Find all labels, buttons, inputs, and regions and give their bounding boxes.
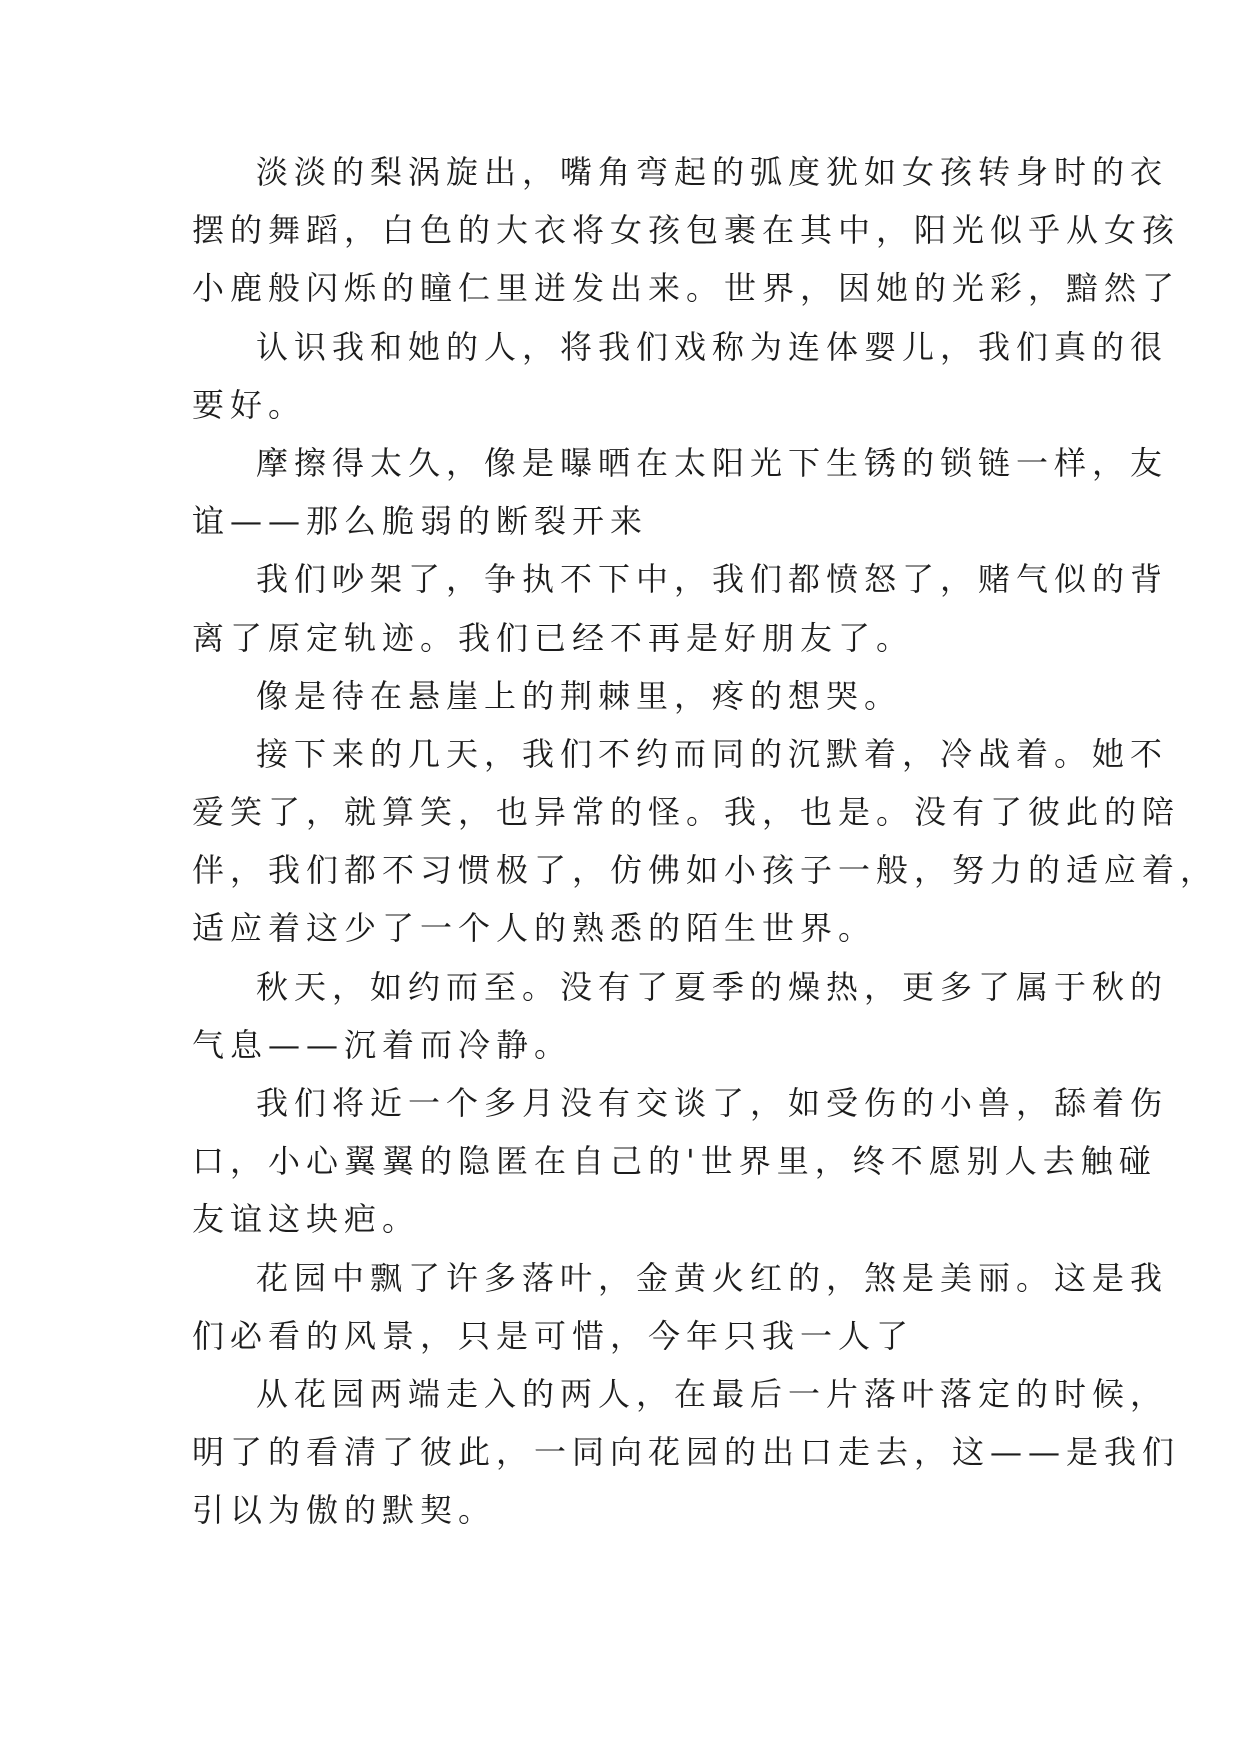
text-line: 从花园两端走入的两人，在最后一片落叶落定的时候， (256, 1374, 1169, 1413)
text-line: 谊——那么脆弱的断裂开来 (192, 502, 649, 541)
text-line: 离了原定轨迹。我们已经不再是好朋友了。 (192, 618, 915, 657)
text-line: 明了的看清了彼此，一同向花园的出口走去，这——是我们 (192, 1433, 1181, 1472)
text-line: 接下来的几天，我们不约而同的沉默着，冷战着。她不 (256, 734, 1169, 773)
text-line: 气息——沉着而冷静。 (192, 1025, 573, 1064)
text-line: 友谊这块疤。 (192, 1200, 421, 1239)
text-line: 要好。 (192, 385, 307, 424)
document-body (192, 143, 1219, 1540)
text-line: 爱笑了，就算笑，也异常的怪。我，也是。没有了彼此的陪 (192, 793, 1181, 832)
text-line: 认识我和她的人，将我们戏称为连体婴儿，我们真的很 (256, 327, 1169, 366)
text-line: 花园中飘了许多落叶，金黄火红的，煞是美丽。这是我 (256, 1258, 1169, 1297)
text-line: 我们将近一个多月没有交谈了，如受伤的小兽，舔着伤 (256, 1084, 1169, 1122)
text-line: 引以为傲的默契。 (192, 1491, 497, 1530)
text-line: 们必看的风景，只是可惜，今年只我一人了 (192, 1316, 915, 1355)
text-line: 淡淡的梨涡旋出，嘴角弯起的弧度犹如女孩转身时的衣 (256, 153, 1169, 191)
text-line: 我们吵架了，争执不下中，我们都愤怒了，赌气似的背 (256, 560, 1169, 599)
text-line: 秋天，如约而至。没有了夏季的燥热，更多了属于秋的 (256, 967, 1169, 1006)
text-line: 摆的舞蹈，白色的大衣将女孩包裹在其中，阳光似乎从女孩 (192, 211, 1181, 250)
text-line: 摩擦得太久，像是曝晒在太阳光下生锈的锁链一样，友 (256, 443, 1169, 482)
text-line: 适应着这少了一个人的熟悉的陌生世界。 (192, 909, 877, 948)
text-line: 小鹿般闪烁的瞳仁里迸发出来。世界，因她的光彩，黯然了 (192, 269, 1181, 308)
text-line: 像是待在悬崖上的荆棘里，疼的想哭。 (256, 676, 903, 715)
text-line: 伴，我们都不习惯极了，仿佛如小孩子一般，努力的适应着， (192, 851, 1219, 890)
text-line: 口，小心翼翼的隐匿在自己的'世界里，终不愿别人去触碰 (192, 1142, 1157, 1181)
